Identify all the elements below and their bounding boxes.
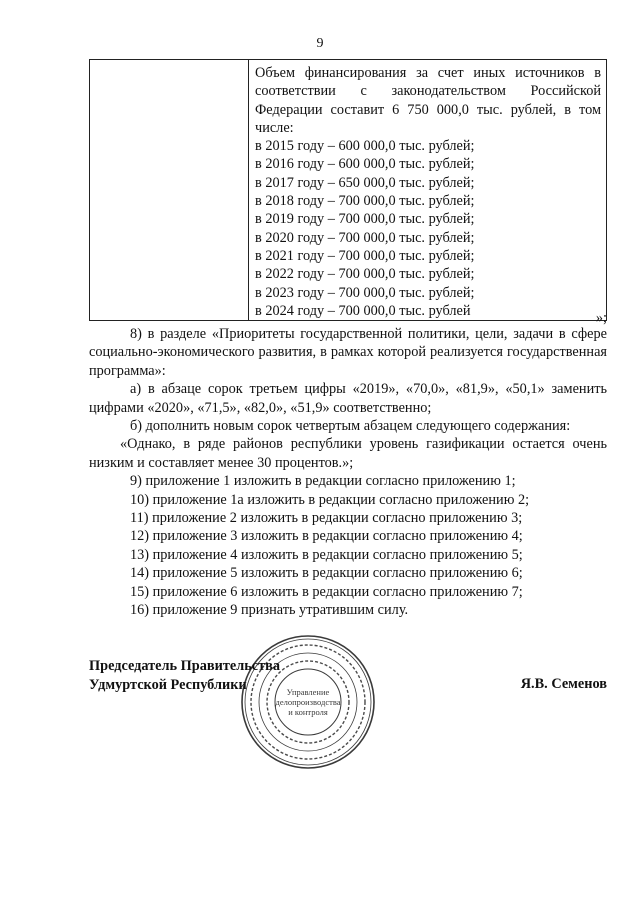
paragraph-subitem-b: б) дополнить новым сорок четвертым абзацем следующего содержания: — [130, 418, 571, 435]
stamp-center-text-3: и контроля — [288, 707, 328, 717]
list-item: 15) приложение 6 изложить в редакции согласно приложению 7; — [130, 583, 523, 600]
signature-name: Я.В. Семенов — [520, 676, 607, 692]
table-closing-quote: »; — [595, 310, 607, 326]
financing-year-line: в 2022 году – 700 000,0 тыс. рублей; — [255, 266, 475, 283]
list-item: 16) приложение 9 признать утратившим силу. — [130, 602, 409, 619]
financing-year-line: в 2023 году – 700 000,0 тыс. рублей; — [255, 284, 475, 301]
list-item: 10) приложение 1а изложить в редакции согласно приложению 2; — [130, 491, 530, 508]
paragraph-quote: «Однако, в ряде районов республики уровень газификации остается очень низким и составляет менее 30 процентов.»; — [89, 436, 607, 471]
stamp-center-text-2: делопроизводства — [275, 697, 341, 707]
financing-table-right-cell — [249, 60, 607, 321]
paragraph-subitem-a: а) в абзаце сорок третьем цифры «2019», «70,0», «81,9», «50,1» заменить цифрами «2020», «71,5», «82,0», «51,9» соответственно; — [89, 381, 607, 416]
financing-year-line: в 2019 году – 700 000,0 тыс. рублей; — [255, 211, 475, 228]
financing-year-line: в 2018 году – 700 000,0 тыс. рублей; — [255, 193, 475, 210]
document-body — [89, 325, 607, 620]
list-item: 11) приложение 2 изложить в редакции согласно приложению 3; — [130, 510, 523, 527]
paragraph-item-8: 8) в разделе «Приоритеты государственной политики, цели, задачи в сфере социально-экономического развития, в рамках которой реализуется государственная программа»: — [89, 326, 607, 379]
financing-year-line: в 2024 году – 700 000,0 тыс. рублей — [255, 302, 471, 319]
financing-year-line: в 2017 году – 650 000,0 тыс. рублей; — [255, 174, 475, 191]
financing-intro: Объем финансирования за счет иных источников в соответствии с законодательством Российской Федерации составит 6 750 000,0 тыс. рублей, в том числе: — [255, 65, 601, 136]
financing-year-line: в 2021 году – 700 000,0 тыс. рублей; — [255, 247, 475, 264]
financing-table-left-cell — [90, 60, 249, 321]
list-item: 14) приложение 5 изложить в редакции согласно приложению 6; — [130, 565, 523, 582]
list-item: 12) приложение 3 изложить в редакции согласно приложению 4; — [130, 528, 523, 545]
signature-block — [89, 657, 280, 694]
signature-title-line-2: Удмуртской Республики — [89, 676, 247, 693]
financing-year-line: в 2015 году – 600 000,0 тыс. рублей; — [255, 138, 475, 155]
page-number: 9 — [316, 36, 324, 51]
list-item: 13) приложение 4 изложить в редакции согласно приложению 5; — [130, 546, 523, 563]
financing-table — [89, 59, 607, 321]
financing-year-line: в 2020 году – 700 000,0 тыс. рублей; — [255, 229, 475, 246]
stamp-center-text-1: Управление — [286, 687, 330, 697]
financing-year-line: в 2016 году – 600 000,0 тыс. рублей; — [255, 156, 475, 173]
list-item: 9) приложение 1 изложить в редакции согласно приложению 1; — [130, 473, 516, 490]
signature-title-line-1: Председатель Правительства — [89, 658, 281, 674]
official-stamp — [238, 632, 378, 772]
